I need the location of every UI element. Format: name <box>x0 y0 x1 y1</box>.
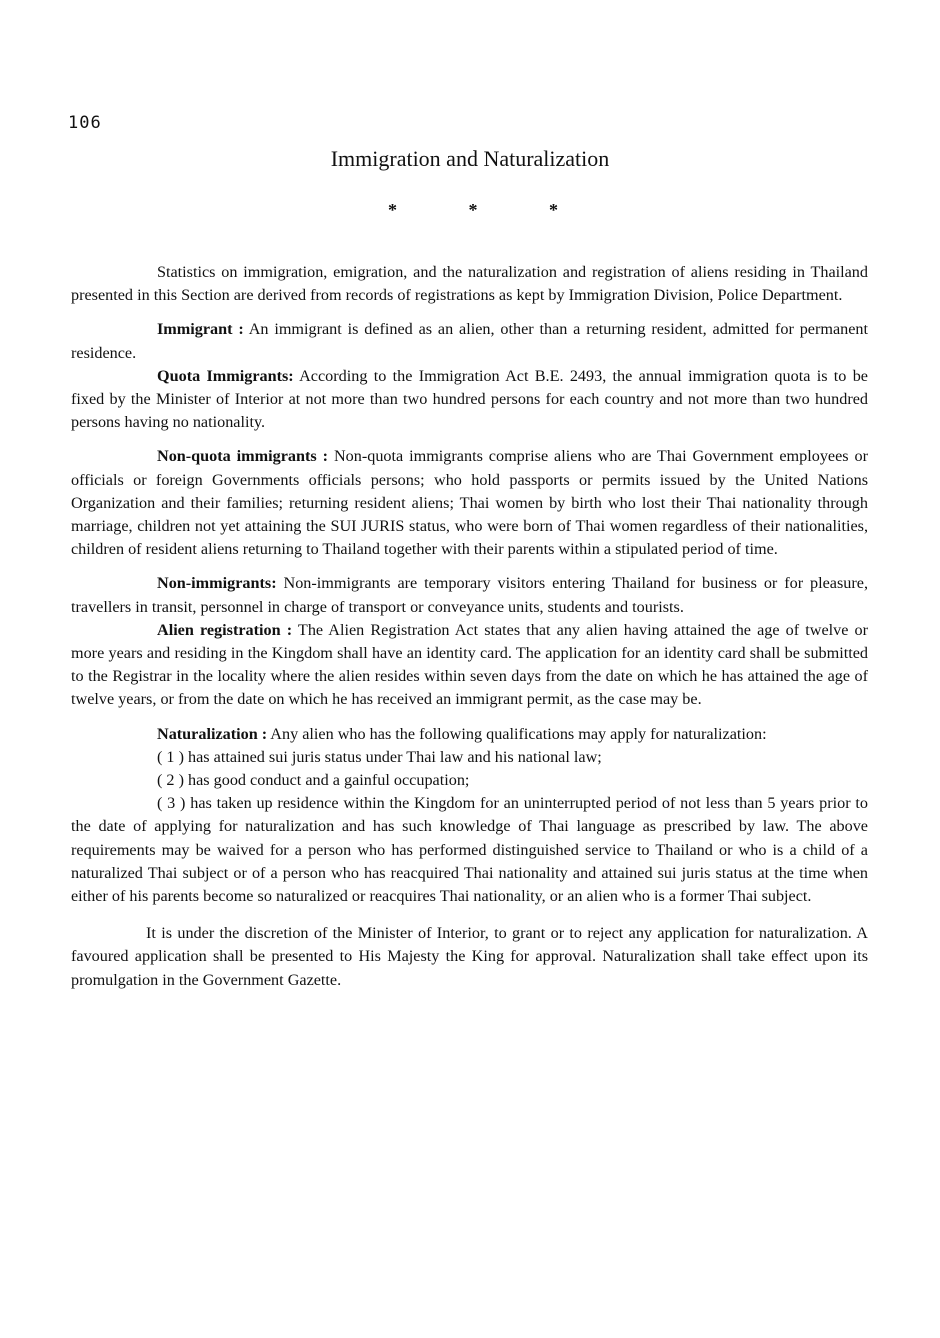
definition-non-immigrants <box>71 572 868 618</box>
document-body <box>71 261 868 992</box>
definition-term: Naturalization : <box>157 724 268 743</box>
definition-text: Non-quota immigrants comprise aliens who are Thai Government employees or officials or foreign Governments officials persons; who hold passports or permits issued by the United Nations Organization and their families; returning resident aliens; Thai women by birth who lost their Thai nationality through marriage, children not yet attaining the SUI JURIS status, who were born of Thai women regardless of their nationalities, children of resident aliens returning to Thailand together with their parents within a stipulated period of time. <box>71 447 868 559</box>
separator-mark: * <box>549 200 558 220</box>
separator-mark: * <box>388 200 397 220</box>
qualification-item: ( 3 ) has taken up residence within the Kingdom for an uninterrupted period of not less than 5 years prior to the date of applying for naturalization and has such knowledge of Thai language as prescribed by law. The above requirements may be waived for a person who has performed distinguished service to Thailand or who is a child of a naturalized Thai subject or of a person who has reacquired Thai nationality and attained sui juris status at the time when either of his parents become so naturalized or reacquires Thai nationality, or an alien who is a former Thai subject. <box>71 794 868 906</box>
section-separator <box>388 200 558 221</box>
separator-mark: * <box>468 200 478 220</box>
definition-term: Quota Immigrants: <box>157 366 294 385</box>
definition-text: Any alien who has the following qualifications may apply for naturalization: <box>267 724 767 743</box>
page-number: 106 <box>68 113 102 133</box>
definition-alien-registration <box>71 619 868 712</box>
definition-term: Non-immigrants: <box>157 574 277 593</box>
definition-non-quota-immigrants <box>71 445 868 561</box>
definition-term: Non-quota immigrants : <box>157 447 329 466</box>
intro-paragraph: Statistics on immigration, emigration, and the naturalization and registration of aliens residing in Thailand presented in this Section are derived from records of registrations as kept by Immigration Division, Police Department. <box>71 263 868 305</box>
definition-naturalization <box>71 723 868 746</box>
definition-immigrant <box>71 318 868 364</box>
definition-quota-immigrants <box>71 365 868 435</box>
page-title: Immigration and Naturalization <box>330 146 610 171</box>
qualification-item: ( 2 ) has good conduct and a gainful occupation; <box>157 771 470 790</box>
definition-term: Alien registration : <box>157 620 293 639</box>
closing-paragraph: It is under the discretion of the Minister of Interior, to grant or to reject any application for naturalization. A favoured application shall be presented to His Majesty the King for approval. Naturalization shall take effect upon its promulgation in the Government Gazette. <box>71 924 868 989</box>
definition-text: An immigrant is defined as an alien, other than a returning resident, admitted for permanent residence. <box>71 320 869 362</box>
definition-term: Immigrant : <box>157 320 244 339</box>
qualification-item: ( 1 ) has attained sui juris status under Thai law and his national law; <box>157 747 602 766</box>
definition-text: Non-immigrants are temporary visitors entering Thailand for business or for pleasure, travellers in transit, personnel in charge of transport or conveyance units, students and tourists. <box>71 574 868 616</box>
definition-text: According to the Immigration Act B.E. 2493, the annual immigration quota is to be fixed by the Minister of Interior at not more than two hundred persons for each country and not more than two hundred persons having no nationality. <box>71 366 868 432</box>
definition-text: The Alien Registration Act states that any alien having attained the age of twelve or more years and residing in the Kingdom shall have an identity card. The application for an identity card shall be submitted to the Registrar in the locality where the alien resides within seven days from the date on which he has attained the age of twelve years, or from the date on which he has received an immigrant permit, as the case may be. <box>71 620 869 709</box>
